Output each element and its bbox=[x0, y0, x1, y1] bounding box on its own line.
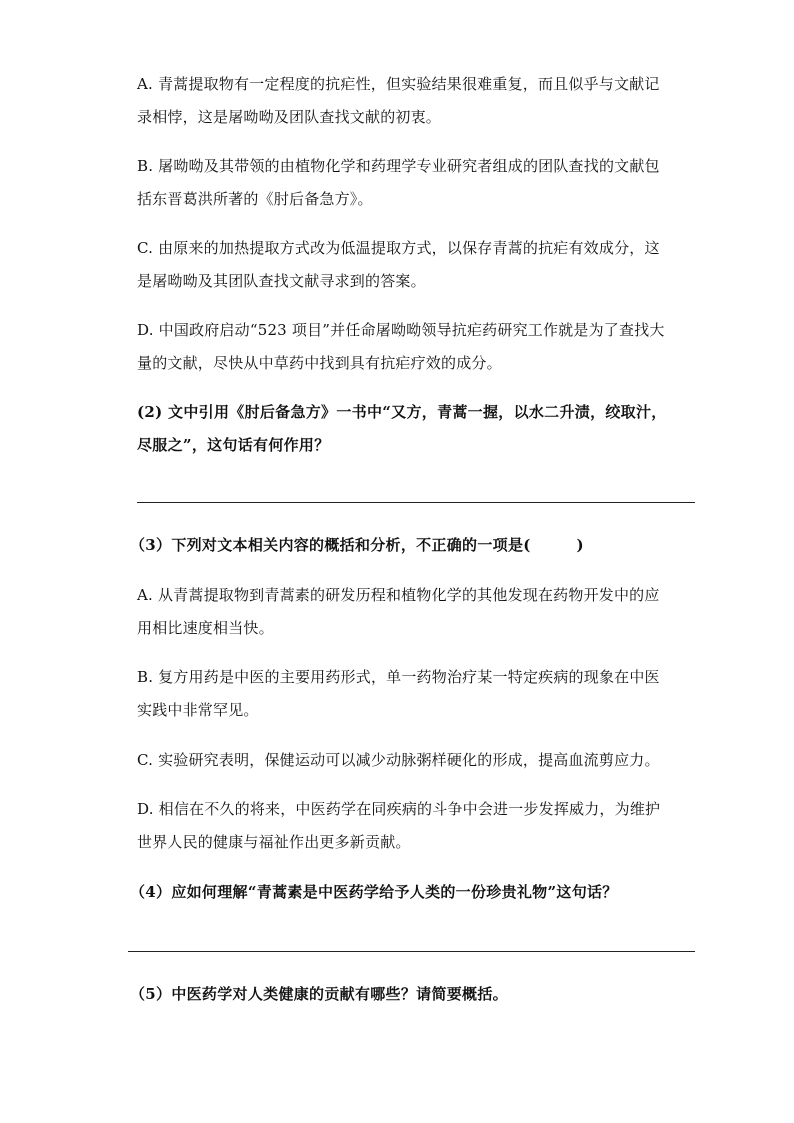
q1-option-c-line2: 是屠呦呦及其团队查找文献寻求到的答案。 bbox=[137, 272, 426, 290]
q1-option-c-line1: C. 由原来的加热提取方式改为低温提取方式，以保存青蒿的抗疟有效成分，这 bbox=[137, 239, 660, 257]
q3-option-a-line2: 用相比速度相当快。 bbox=[137, 619, 274, 637]
q1-option-a-line2: 录相悖，这是屠呦呦及团队查找文献的初衷。 bbox=[137, 108, 442, 126]
q3-option-c-line1: C. 实验研究表明，保健运动可以减少动脉粥样硬化的形成，提高血流剪应力。 bbox=[137, 751, 660, 769]
q1-option-d-line1: D. 中国政府启动“523 项目”并任命屠呦呦领导抗疟药研究工作就是为了查找大 bbox=[137, 321, 665, 339]
q4-stem: （4）应如何理解“青蒿素是中医药学给予人类的一份珍贵礼物”这句话？ bbox=[130, 883, 618, 901]
q5-stem: （5）中医药学对人类健康的贡献有哪些？请简要概括。 bbox=[130, 985, 508, 1003]
q3-option-d-line1: D. 相信在不久的将来，中医药学在同疾病的斗争中会进一步发挥威力，为维护 bbox=[137, 800, 661, 818]
q1-option-a-line1: A. 青蒿提取物有一定程度的抗疟性，但实验结果很难重复，而且似乎与文献记 bbox=[137, 75, 660, 93]
q3-option-b-line2: 实践中非常罕见。 bbox=[137, 701, 259, 719]
q2-answer-line bbox=[137, 502, 695, 503]
q1-option-d-line2: 量的文献，尽快从中草药中找到具有抗疟疗效的成分。 bbox=[137, 354, 502, 372]
q3-stem: （3）下列对文本相关内容的概括和分析，不正确的一项是( ) bbox=[130, 536, 584, 554]
q2-stem-line2: 尽服之”，这句话有何作用？ bbox=[137, 436, 330, 454]
q4-answer-line bbox=[128, 951, 695, 952]
q1-option-b-line2: 括东晋葛洪所著的《肘后备急方》。 bbox=[137, 190, 373, 208]
q3-option-a-line1: A. 从青蒿提取物到青蒿素的研发历程和植物化学的其他发现在药物开发中的应 bbox=[137, 586, 660, 604]
q3-option-b-line1: B. 复方用药是中医的主要用药形式，单一药物治疗某一特定疾病的现象在中医 bbox=[137, 668, 660, 686]
q3-option-d-line2: 世界人民的健康与福祉作出更多新贡献。 bbox=[137, 833, 411, 851]
q1-option-b-line1: B. 屠呦呦及其带领的由植物化学和药理学专业研究者组成的团队查找的文献包 bbox=[137, 157, 660, 175]
q2-stem-line1: (2) 文中引用《肘后备急方》一书中“又方，青蒿一握，以水二升渍，绞取汁， bbox=[137, 403, 667, 421]
